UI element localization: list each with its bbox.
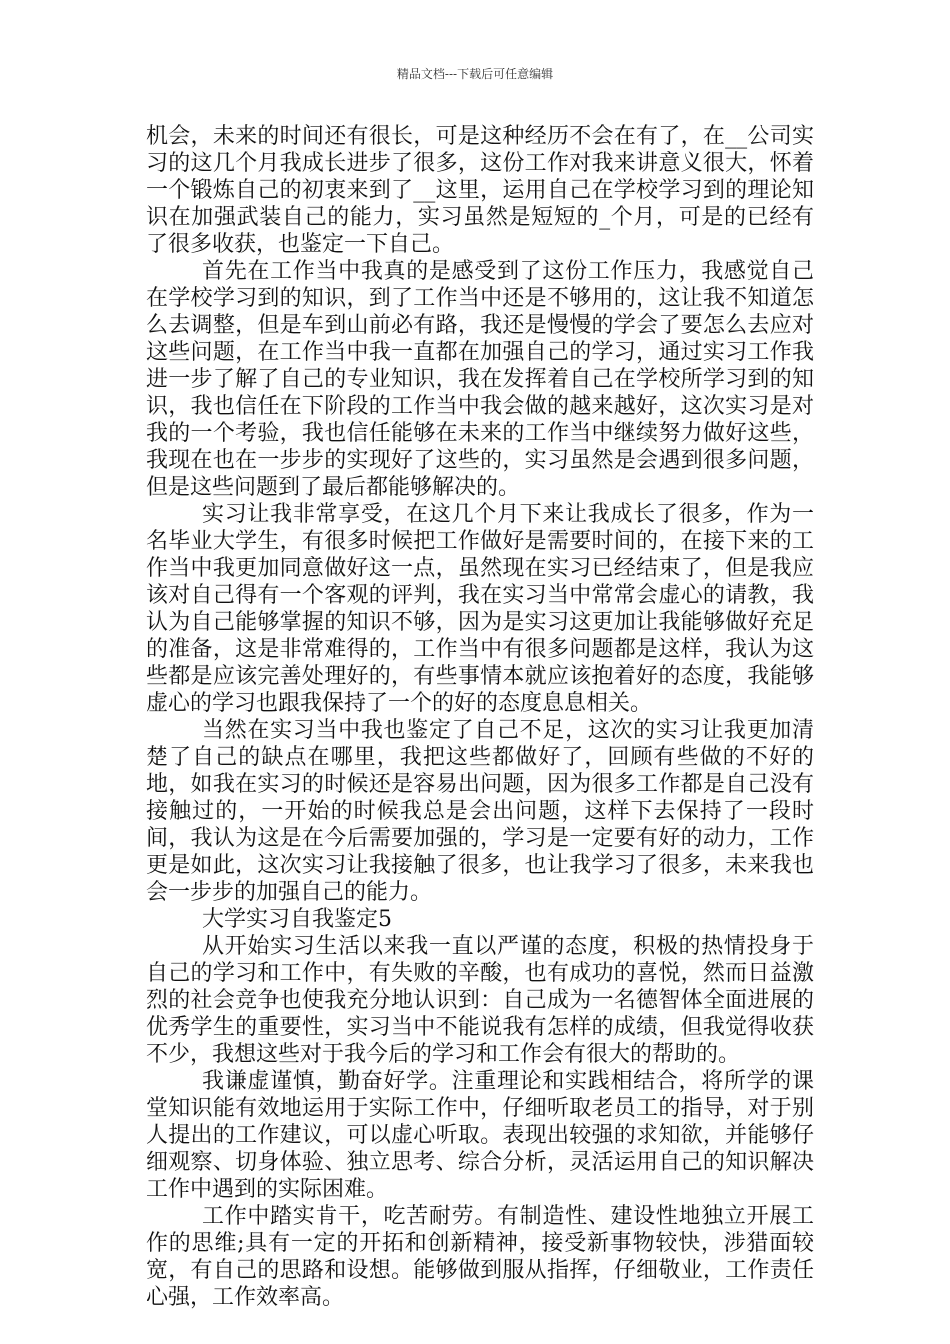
section-heading: 大学实习自我鉴定5 bbox=[202, 907, 392, 932]
paragraph: 实习让我非常享受，在这几个月下来让我成长了很多，作为一名毕业大学生，有很多时候把工作做好是需要时间的，在接下来的工作当中我更加同意做好这一点，虽然现在实习已经结束了，但是我应该对自己得有一个客观的评判，我在实习当中常常会虚心的请教，我认为自己能够掌握的知识不够，因为是实习这更加让我能够做好充足的准备，这是非常难得的，工作当中有很多问题都是这样，我认为这些都是应该完善处理好的，有些事情本就应该抱着好的态度，我能够虚心的学习也跟我保持了一个的好的态度息息相关。 bbox=[146, 502, 814, 716]
page-header: 精品文档---下载后可任意编辑 bbox=[396, 67, 554, 81]
document-body bbox=[146, 123, 814, 1311]
paragraph: 从开始实习生活以来我一直以严谨的态度，积极的热情投身于自己的学习和工作中，有失败的辛酸，也有成功的喜悦，然而日益激烈的社会竞争也使我充分地认识到：自己成为一名德智体全面进展的优秀学生的重要性，实习当中不能说我有怎样的成绩，但我觉得收获不少，我想这些对于我今后的学习和工作会有很大的帮助的。 bbox=[146, 934, 814, 1067]
paragraph: 工作中踏实肯干，吃苦耐劳。有制造性、建设性地独立开展工作的思维;具有一定的开拓和创新精神，接受新事物较快，涉猎面较宽，有自己的思路和设想。能够做到服从指挥，仔细敬业，工作责任心强，工作效率高。 bbox=[146, 1204, 814, 1310]
paragraph: 首先在工作当中我真的是感受到了这份工作压力，我感觉自己在学校学习到的知识，到了工作当中还是不够用的，这让我不知道怎么去调整，但是车到山前必有路，我还是慢慢的学会了要怎么去应对这些问题，在工作当中我一直都在加强自己的学习，通过实习工作我进一步了解了自己的专业知识，我在发挥着自己在学校所学习到的知识，我也信任在下阶段的工作当中我会做的越来越好，这次实习是对我的一个考验，我也信任能够在未来的工作当中继续努力做好这些，我现在也在一步步的实现好了这些的，实习虽然是会遇到很多问题，但是这些问题到了最后都能够解决的。 bbox=[146, 259, 814, 500]
paragraph: 当然在实习当中我也鉴定了自己不足，这次的实习让我更加清楚了自己的缺点在哪里，我把这些都做好了，回顾有些做的不好的地，如我在实习的时候还是容易出问题，因为很多工作都是自己没有接触过的，一开始的时候我总是会出问题，这样下去保持了一段时间，我认为这是在今后需要加强的，学习是一定要有好的动力，工作更是如此，这次实习让我接触了很多，也让我学习了很多，未来我也会一步步的加强自己的能力。 bbox=[146, 718, 814, 905]
paragraph-continuation: 机会，未来的时间还有很长，可是这种经历不会在有了，在__公司实习的这几个月我成长进步了很多，这份工作对我来讲意义很大，怀着一个锻炼自己的初衷来到了__这里，运用自己在学校学习到的理论知识在加强武装自己的能力，实习虽然是短短的_个月，可是的已经有了很多收获，也鉴定一下自己。 bbox=[146, 124, 814, 257]
paragraph: 我谦虚谨慎，勤奋好学。注重理论和实践相结合，将所学的课堂知识能有效地运用于实际工作中，仔细听取老员工的指导，对于别人提出的工作建议，可以虚心听取。表现出较强的求知欲，并能够仔细观察、切身体验、独立思考、综合分析，灵活运用自己的知识解决工作中遇到的实际困难。 bbox=[146, 1069, 814, 1202]
